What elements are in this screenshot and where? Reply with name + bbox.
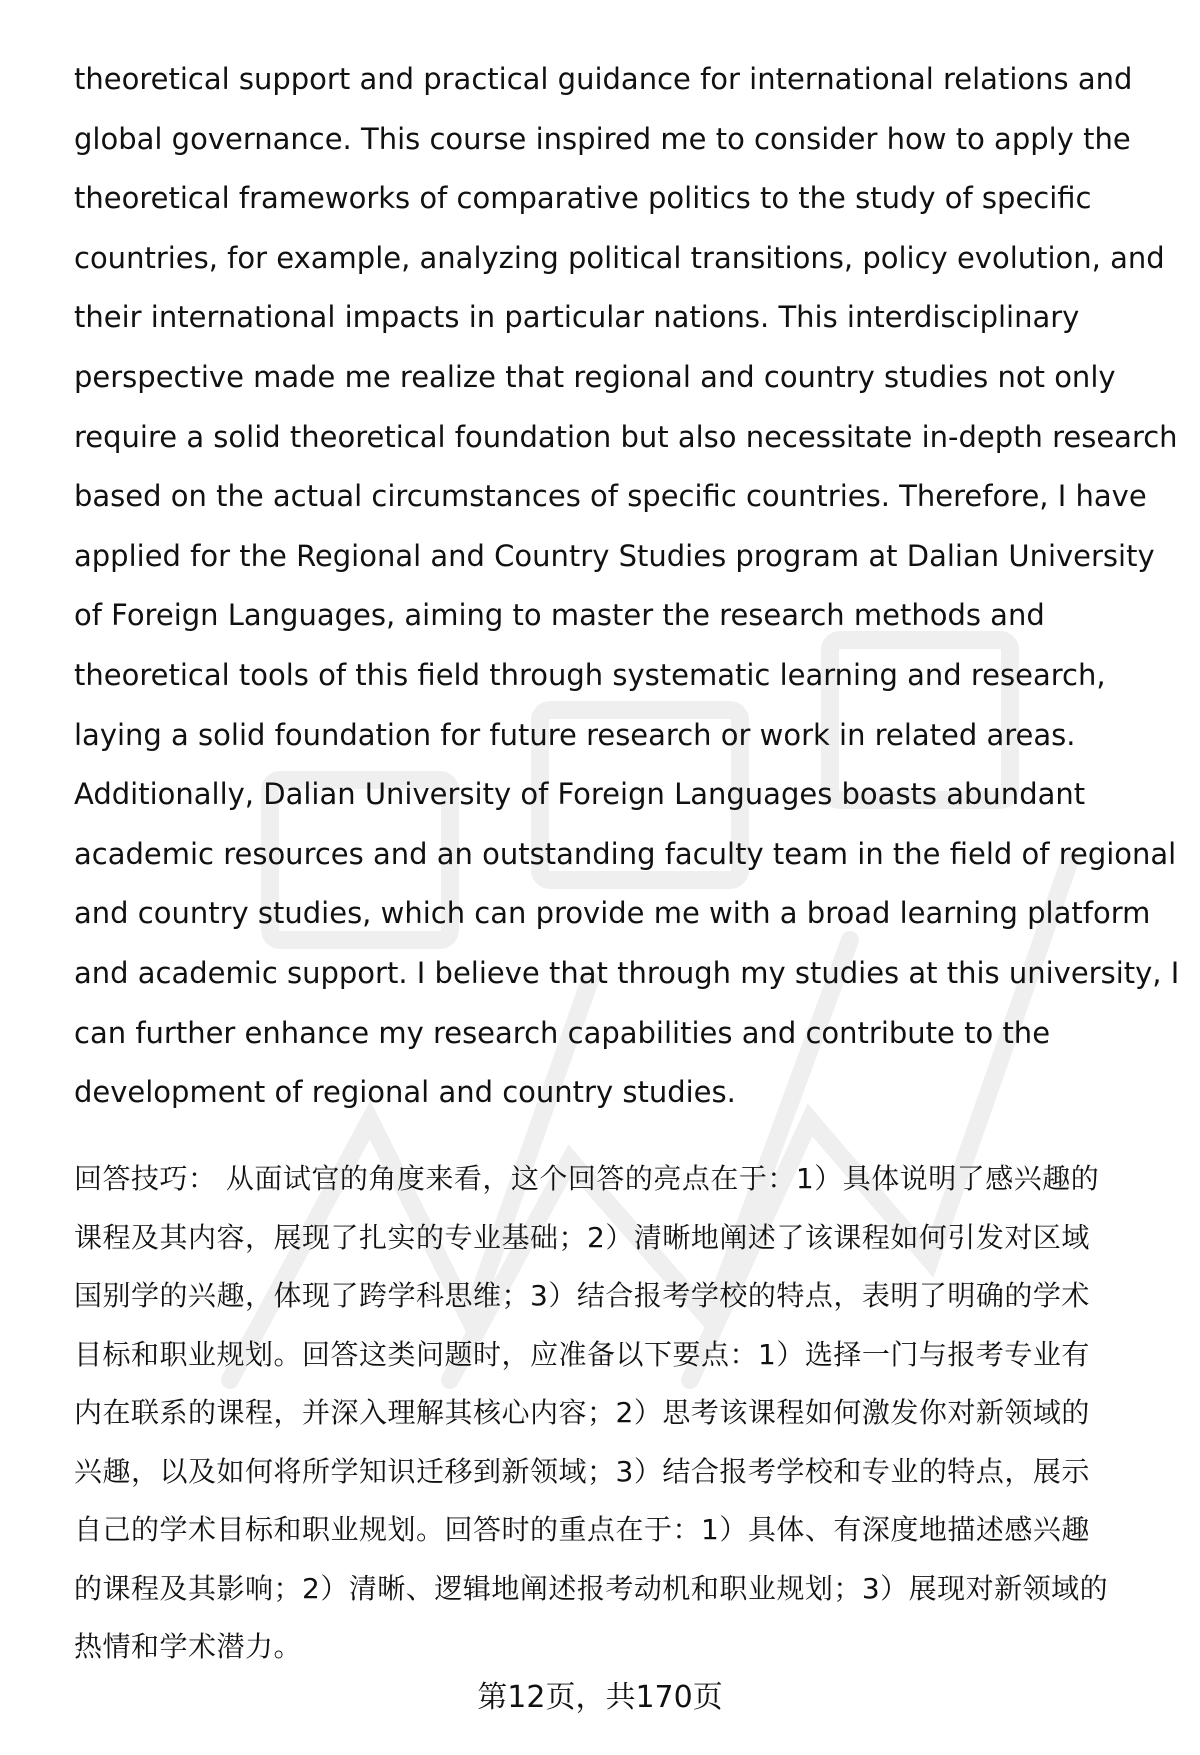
paragraph-line: and country studies, which can provide me with a broad learning platform <box>74 896 1151 931</box>
paragraph-line: development of regional and country studies. <box>74 1075 736 1110</box>
tips-line: 目标和职业规划。回答这类问题时，应准备以下要点：1）选择一门与报考专业有 <box>74 1337 1090 1371</box>
paragraph-line: Additionally, Dalian University of Foreign Languages boasts abundant <box>74 777 1086 812</box>
tips-line: 国别学的兴趣，体现了跨学科思维；3）结合报考学校的特点，表明了明确的学术 <box>74 1279 1090 1312</box>
paragraph-line: laying a solid foundation for future research or work in related areas. <box>74 717 1076 752</box>
paragraph-line: theoretical frameworks of comparative politics to the study of specific <box>74 181 1092 216</box>
tips-line: 回答技巧： 从面试官的角度来看，这个回答的亮点在于：1）具体说明了感兴趣的 <box>74 1162 1100 1195</box>
paragraph-line: based on the actual circumstances of specific countries. Therefore, I have <box>74 479 1147 514</box>
paragraph-line: academic resources and an outstanding faculty team in the field of regional <box>74 836 1177 871</box>
answer-tips-paragraph <box>74 1150 1154 1677</box>
paragraph-line: can further enhance my research capabilities and contribute to the <box>74 1015 1051 1050</box>
tips-line: 的课程及其影响；2）清晰、逻辑地阐述报考动机和职业规划；3）展现对新领域的 <box>74 1571 1109 1605</box>
paragraph-line: of Foreign Languages, aiming to master the research methods and <box>74 598 1045 633</box>
paragraph-line: countries, for example, analyzing political transitions, policy evolution, and <box>74 240 1165 275</box>
tips-line: 课程及其内容，展现了扎实的专业基础；2）清晰地阐述了该课程如何引发对区域 <box>74 1220 1090 1254</box>
paragraph-line: perspective made me realize that regional and country studies not only <box>74 359 1116 394</box>
english-answer-paragraph <box>74 50 1180 1123</box>
paragraph-line: global governance. This course inspired me to consider how to apply the <box>74 121 1131 156</box>
paragraph-line: theoretical tools of this field through systematic learning and research, <box>74 657 1106 692</box>
paragraph-line: their international impacts in particular nations. This interdisciplinary <box>74 300 1080 335</box>
paragraph-line: theoretical support and practical guidance for international relations and <box>74 62 1133 96</box>
paragraph-line: and academic support. I believe that through my studies at this university, I <box>74 955 1180 990</box>
page-number-footer: 第12页，共170页 <box>477 1680 723 1715</box>
tips-line: 内在联系的课程，并深入理解其核心内容；2）思考该课程如何激发你对新领域的 <box>74 1396 1090 1429</box>
paragraph-line: require a solid theoretical foundation but also necessitate in-depth research <box>74 419 1178 454</box>
tips-line: 自己的学术目标和职业规划。回答时的重点在于：1）具体、有深度地描述感兴趣 <box>74 1513 1090 1546</box>
tips-line: 热情和学术潜力。 <box>74 1630 303 1663</box>
paragraph-line: applied for the Regional and Country Studies program at Dalian University <box>74 538 1155 573</box>
tips-line: 兴趣，以及如何将所学知识迁移到新领域；3）结合报考学校和专业的特点，展示 <box>74 1454 1090 1488</box>
